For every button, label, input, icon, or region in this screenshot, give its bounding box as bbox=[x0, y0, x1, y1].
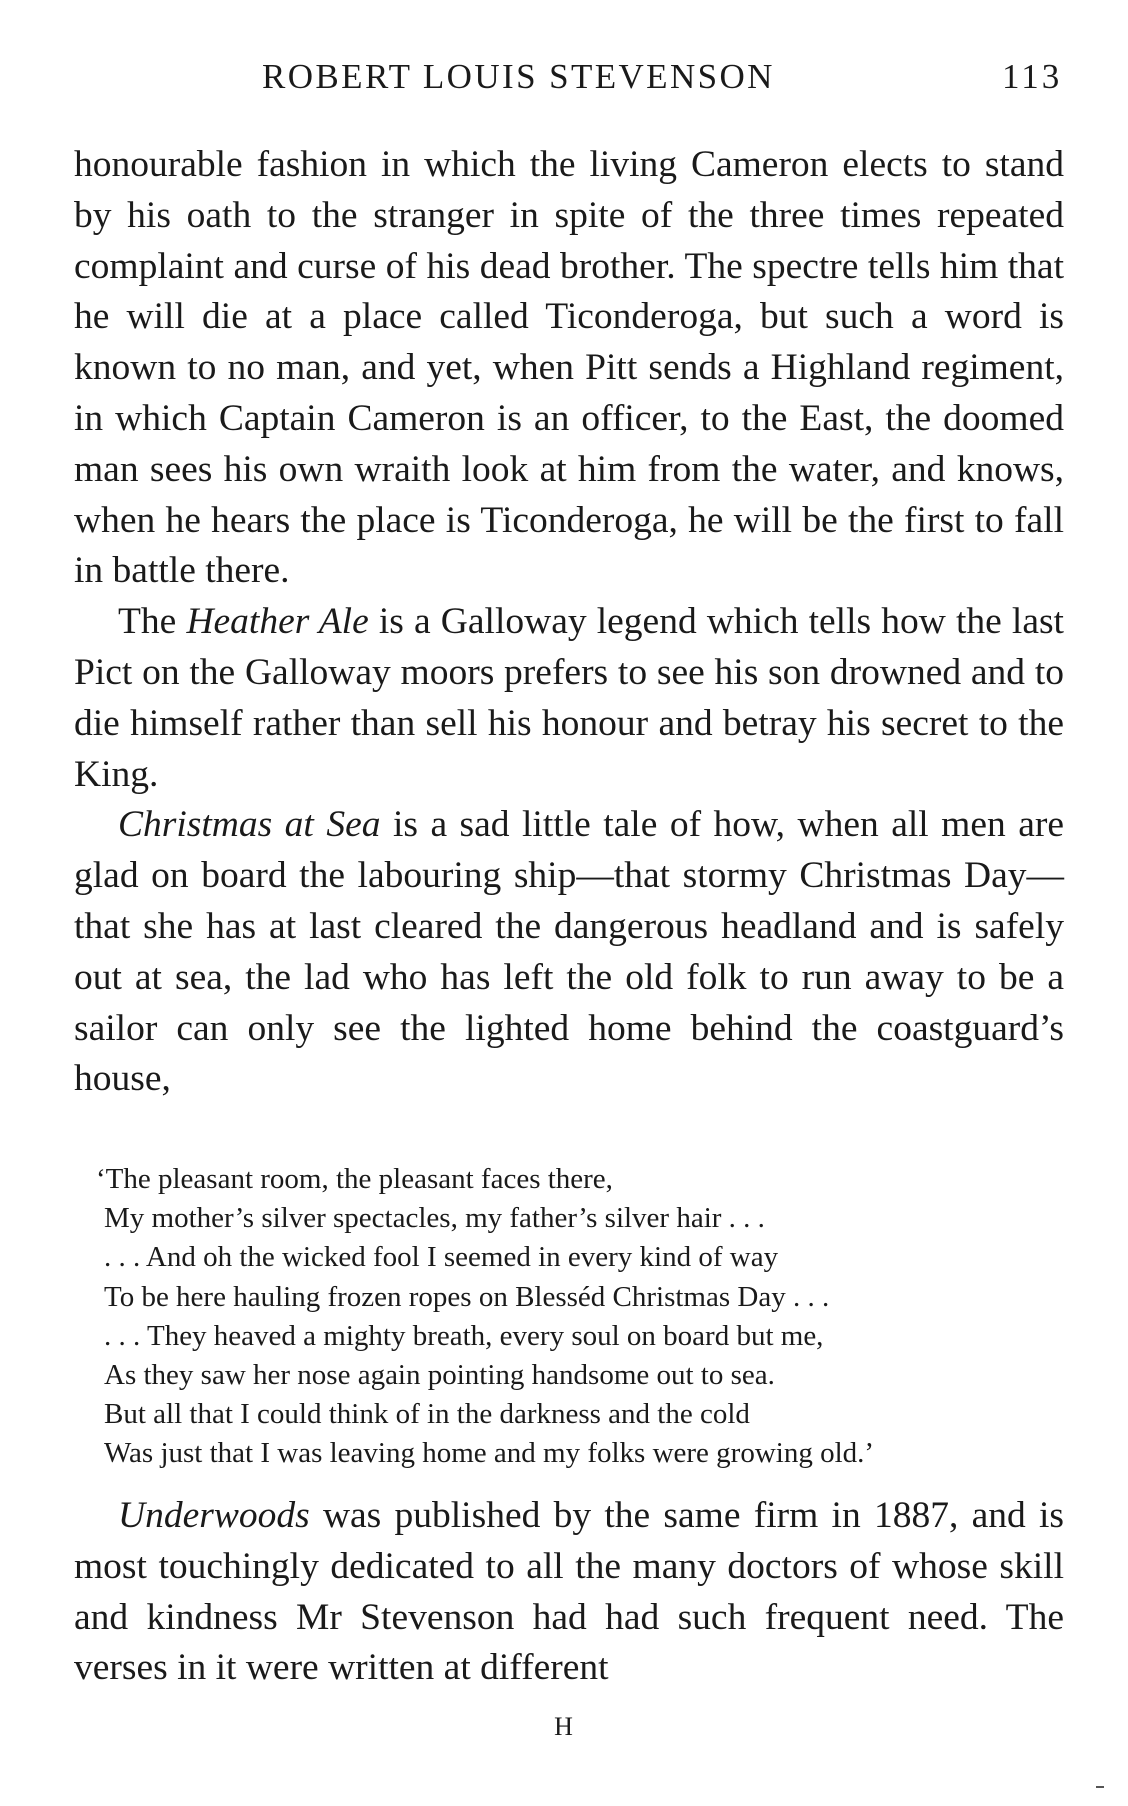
verse-line: Was just that I was leaving home and my folks were growing old.’ bbox=[104, 1437, 875, 1470]
signature-mark: H bbox=[554, 1712, 574, 1741]
body-text-lower bbox=[74, 1491, 1064, 1694]
running-head: ROBERT LOUIS STEVENSON bbox=[262, 57, 775, 96]
body-text-upper bbox=[74, 140, 1064, 1105]
title-underwoods: Underwoods bbox=[118, 1495, 310, 1536]
scan-edge-mark bbox=[1096, 1786, 1104, 1788]
paragraph-cameron: honourable fashion in which the living Cameron elects to stand by his oath to the stranger in spite of the three times repeated complaint and curse of his dead brother. The spectre tells him that he will die at a place called Ticonderoga, but such a word is known to no man, and yet, when Pitt sends a Highland regiment, in which Captain Cameron is an officer, to the East, the doomed man sees his own wraith look at him from the water, and knows, when he hears the place is Ticonderoga, he will be the first to fall in battle there. bbox=[74, 144, 1064, 592]
verse-line: To be here hauling frozen ropes on Blesséd Christmas Day . . . bbox=[104, 1280, 830, 1313]
paragraph-heather-ale-rest: is a Galloway legend which tells how the last Pict on the Galloway moors prefers to see his son drowned and to die himself rather than sell his honour and betray his secret to the King. bbox=[74, 601, 1064, 795]
verse-line: ‘The pleasant room, the pleasant faces there, bbox=[96, 1163, 613, 1195]
verse-quotation bbox=[96, 1160, 1064, 1474]
verse-line: . . . They heaved a mighty breath, every soul on board but me, bbox=[104, 1319, 824, 1352]
page-header bbox=[0, 52, 1128, 102]
title-heather-ale: Heather Ale bbox=[186, 601, 369, 643]
title-christmas-at-sea: Christmas at Sea bbox=[118, 804, 381, 846]
page-number: 113 bbox=[1002, 57, 1063, 96]
paragraph-heather-ale bbox=[74, 597, 1064, 800]
verse-line: But all that I could think of in the darkness and the cold bbox=[104, 1398, 750, 1431]
paragraph-underwoods bbox=[74, 1491, 1064, 1694]
paragraph-christmas-at-sea bbox=[74, 800, 1064, 1105]
paragraph-underwoods-rest: was published by the same firm in 1887, and is most touchingly dedicated to all the many doctors of whose skill and kindness Mr Stevenson had had such frequent need. The verses in it were written at different bbox=[74, 1495, 1064, 1689]
verse-line: As they saw her nose again pointing handsome out to sea. bbox=[104, 1359, 775, 1392]
verse-line: My mother’s silver spectacles, my father’s silver hair . . . bbox=[104, 1202, 765, 1235]
verse-line: . . . And oh the wicked fool I seemed in every kind of way bbox=[104, 1241, 779, 1274]
paragraph-heather-ale-lead: The bbox=[118, 601, 187, 643]
paragraph-christmas-at-sea-rest: is a sad little tale of how, when all men are glad on board the labouring ship—that stormy Christmas Day—that she has at last cleared the dangerous headland and is safely out at sea, the lad who has left the old folk to run away to be a sailor can only see the lighted home behind the coastguard’s house, bbox=[74, 804, 1064, 1100]
